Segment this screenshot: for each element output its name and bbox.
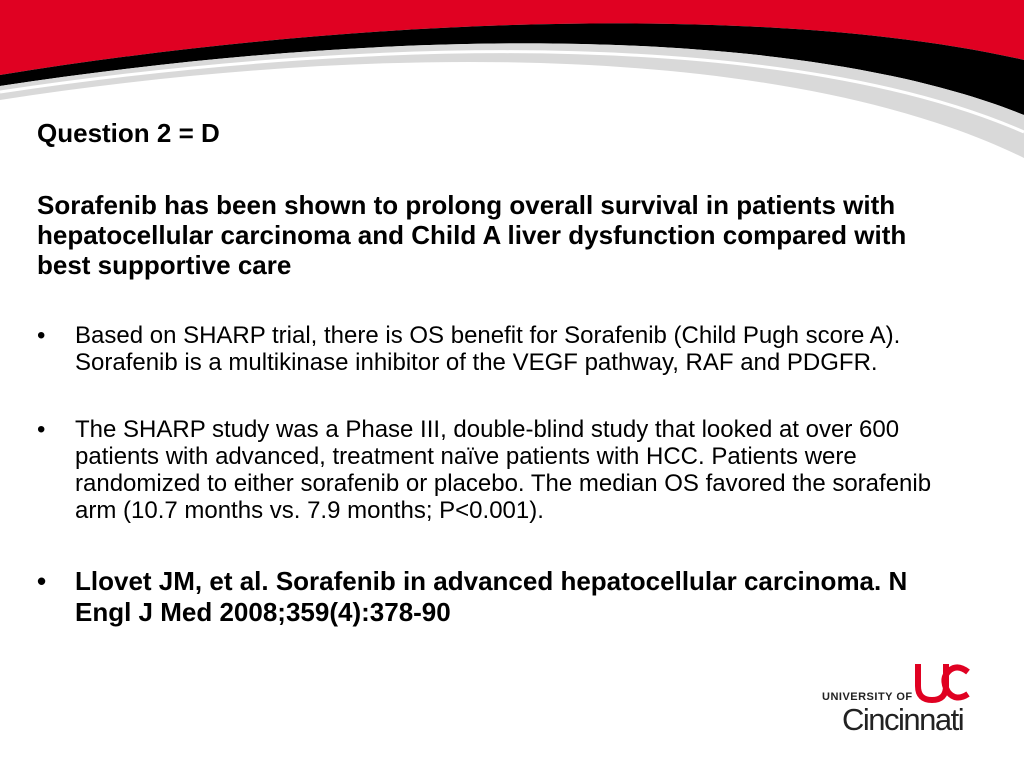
- bullet-dot: •: [37, 416, 46, 443]
- logo-line-cincinnati: Cincinnati: [842, 702, 964, 737]
- answer-statement: Sorafenib has been shown to prolong overall survival in patients with hepatocellular carcinoma and Child A liver dysfunction compared with best supportive care: [37, 190, 907, 280]
- bullet-text: The SHARP study was a Phase III, double-blind study that looked at over 600 patients with advanced, treatment naïve patients with HCC. Patients were randomized to either sorafenib or placebo. The median OS favored the sorafenib arm (10.7 months vs. 7.9 months; P<0.001).: [75, 416, 932, 524]
- bullet-item: [37, 566, 957, 628]
- reference-text: Llovet JM, et al. Sorafenib in advanced hepatocellular carcinoma. N Engl J Med 2008;359(4):378-90: [75, 566, 908, 627]
- question-heading: Question 2 = D: [37, 118, 220, 148]
- logo-line-university-of: UNIVERSITY OF: [822, 691, 913, 703]
- bullet-list: [37, 322, 957, 628]
- bullet-dot: •: [37, 322, 46, 349]
- uc-logo-icon: [914, 660, 972, 704]
- bullet-item: [37, 322, 957, 376]
- slide-content: [37, 116, 957, 628]
- bullet-text: Based on SHARP trial, there is OS benefit for Sorafenib (Child Pugh score A). Sorafenib is a multikinase inhibitor of the VEGF pathway, RAF and PDGFR.: [75, 322, 901, 376]
- bullet-dot: •: [37, 566, 47, 596]
- university-logo: [822, 660, 982, 740]
- bullet-item: [37, 416, 957, 524]
